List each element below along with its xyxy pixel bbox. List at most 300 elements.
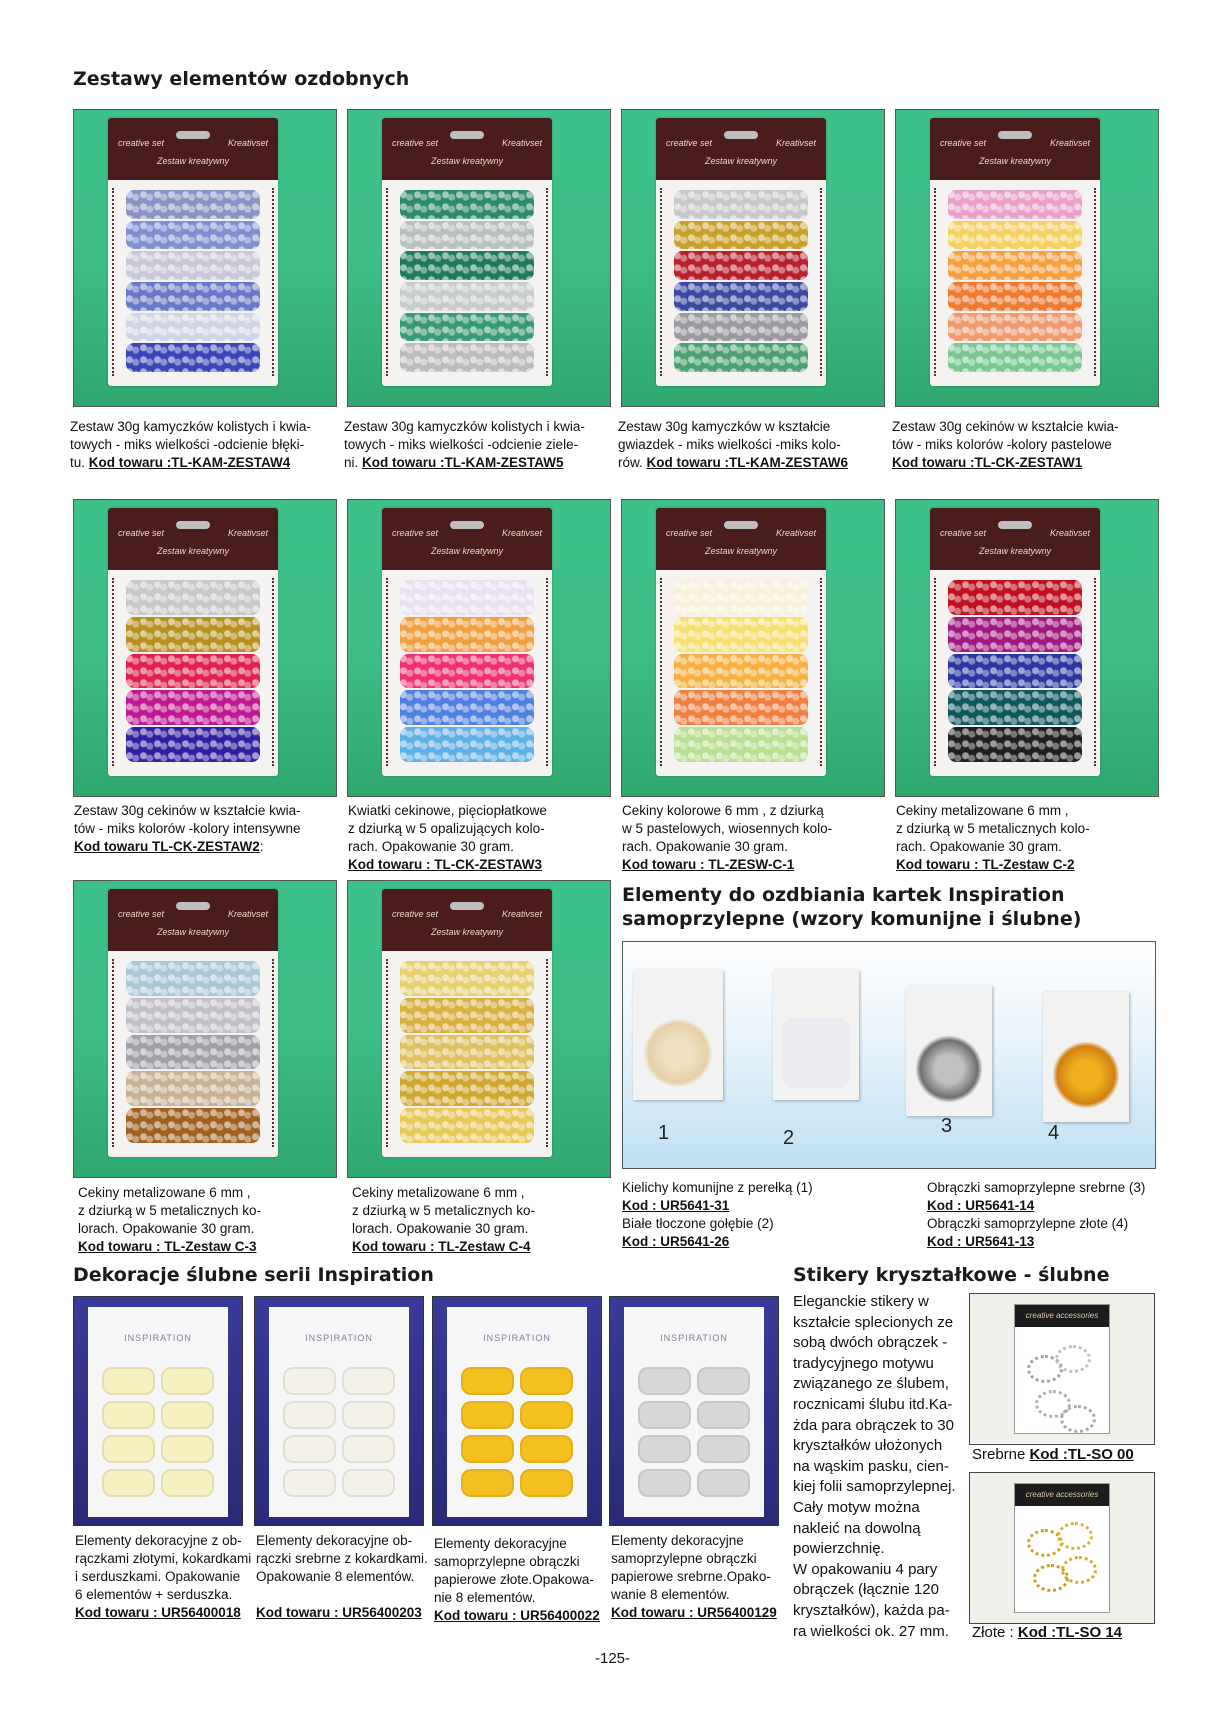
desc-line: Cekiny metalizowane 6 mm , bbox=[78, 1185, 251, 1200]
bag-brand-left: creative set bbox=[118, 138, 165, 148]
package-brand: INSPIRATION bbox=[305, 1333, 373, 1343]
bag-header bbox=[382, 889, 552, 951]
decoration-element bbox=[520, 1401, 573, 1429]
decoration-desc-4 bbox=[611, 1532, 777, 1622]
product-code: Kod towaru :TL-KAM-ZESTAW5 bbox=[362, 455, 564, 470]
bag-brand-left: creative set bbox=[118, 909, 165, 919]
product-code: Kod towaru TL-CK-ZESTAW2 bbox=[74, 839, 260, 854]
sequin-stripes bbox=[126, 190, 260, 372]
section-title-inspiration-1: Elementy do ozdbiania kartek Inspiration bbox=[622, 884, 1065, 906]
desc-line: Cekiny metalizowane 6 mm , bbox=[352, 1185, 525, 1200]
sticker-card-label: creative accessories bbox=[1015, 1484, 1109, 1506]
sequin-stripe bbox=[126, 727, 260, 762]
sequin-stripe bbox=[674, 617, 808, 652]
bag-subtitle: Zestaw kreatywny bbox=[978, 546, 1052, 556]
sequin-stripes bbox=[400, 961, 534, 1143]
sequin-stripe bbox=[126, 1035, 260, 1070]
decoration-element bbox=[461, 1469, 514, 1497]
decoration-element bbox=[342, 1469, 395, 1497]
vine-ornament bbox=[532, 188, 548, 376]
bag-brand-left: creative set bbox=[392, 138, 439, 148]
product-tile-row2-2 bbox=[347, 499, 611, 797]
vine-ornament bbox=[1080, 578, 1096, 766]
decoration-element bbox=[697, 1367, 750, 1395]
bag-brand-right: Kreativset bbox=[227, 138, 268, 148]
decoration-element bbox=[102, 1435, 155, 1463]
sequin-stripe bbox=[126, 961, 260, 996]
sequin-stripe bbox=[948, 221, 1082, 250]
desc-line: rączkami złotymi, kokardkami bbox=[75, 1551, 252, 1566]
sticker-gold-code: Kod :TL-SO 14 bbox=[1017, 1624, 1123, 1641]
decoration-element bbox=[283, 1469, 336, 1497]
sequin-stripe bbox=[948, 251, 1082, 280]
product-code: Kod towaru : UR56400022 bbox=[434, 1608, 600, 1623]
sequin-stripe bbox=[674, 690, 808, 725]
desc-line: kryształków ułożonych bbox=[793, 1437, 943, 1455]
bag-header bbox=[656, 508, 826, 570]
package-brand: INSPIRATION bbox=[124, 1333, 192, 1343]
sticker-gold-image bbox=[969, 1472, 1155, 1624]
desc-line: obrączek (łącznie 120 bbox=[793, 1581, 939, 1599]
desc-line: tradycyjnego motywu bbox=[793, 1354, 934, 1372]
product-code: Kod : UR5641-31 bbox=[622, 1198, 730, 1213]
sequin-stripe bbox=[126, 251, 260, 280]
sequin-stripe bbox=[126, 343, 260, 372]
bag-subtitle: Zestaw kreatywny bbox=[430, 546, 504, 556]
decoration-element bbox=[342, 1401, 395, 1429]
sequin-stripes bbox=[674, 190, 808, 372]
package-card bbox=[447, 1307, 587, 1517]
bag-brand-left: creative set bbox=[666, 138, 713, 148]
desc-line: wanie 8 elementów. bbox=[611, 1587, 730, 1602]
inspiration-number-2: 2 bbox=[783, 1127, 795, 1149]
sequin-stripe bbox=[948, 617, 1082, 652]
page-number: -125- bbox=[594, 1650, 631, 1667]
sequin-stripe bbox=[948, 580, 1082, 615]
section-title-zestawy: Zestawy elementów ozdobnych bbox=[73, 68, 410, 90]
desc-line: Eleganckie stikery w bbox=[793, 1293, 929, 1310]
desc-line: Elementy dekoracyjne bbox=[434, 1536, 567, 1551]
section-title-dekoracje: Dekoracje ślubne serii Inspiration bbox=[73, 1264, 434, 1286]
desc-line: Obrączki samoprzylepne złote (4) bbox=[927, 1216, 1129, 1231]
vine-ornament bbox=[258, 188, 274, 376]
sequin-stripe bbox=[674, 221, 808, 250]
product-code: Kod towaru : UR56400203 bbox=[256, 1605, 422, 1620]
vine-ornament bbox=[532, 959, 548, 1147]
vine-ornament bbox=[258, 959, 274, 1147]
sequin-stripe bbox=[674, 251, 808, 280]
decoration-element bbox=[102, 1469, 155, 1497]
product-bag bbox=[656, 118, 826, 386]
bag-header bbox=[382, 508, 552, 570]
desc-line: rączki srebrne z kokardkami. bbox=[256, 1551, 428, 1566]
stikery-description bbox=[793, 1292, 963, 1642]
sequin-stripe bbox=[400, 313, 534, 342]
decoration-desc-1 bbox=[75, 1532, 251, 1622]
decoration-element bbox=[461, 1401, 514, 1429]
sequin-stripe bbox=[674, 282, 808, 311]
desc-line: Zestaw 30g kamyczków kolistych i kwia- bbox=[344, 419, 585, 434]
sequin-stripe bbox=[400, 580, 534, 615]
product-bag bbox=[656, 508, 826, 776]
sequin-stripe bbox=[948, 313, 1082, 342]
product-code: Kod towaru :TL-KAM-ZESTAW4 bbox=[88, 455, 291, 470]
sequin-stripe bbox=[126, 221, 260, 250]
decoration-element bbox=[161, 1435, 214, 1463]
product-bag bbox=[108, 889, 278, 1157]
desc-line: nakleić na dowolną bbox=[793, 1519, 921, 1537]
desc-line: W opakowaniu 4 pary bbox=[793, 1560, 938, 1578]
sequin-stripe bbox=[400, 654, 534, 689]
decoration-element bbox=[283, 1367, 336, 1395]
decoration-element bbox=[161, 1367, 214, 1395]
sequin-stripe bbox=[948, 190, 1082, 219]
decoration-element bbox=[283, 1435, 336, 1463]
bag-brand-right: Kreativset bbox=[1049, 528, 1090, 538]
desc-line: tów - miks kolorów -kolory pastelowe bbox=[892, 437, 1112, 452]
product-tile-row2-1 bbox=[73, 499, 337, 797]
sequin-stripe bbox=[400, 251, 534, 280]
desc-line: rach. Opakowanie 30 gram. bbox=[622, 839, 788, 854]
decoration-element bbox=[342, 1435, 395, 1463]
sequin-stripe bbox=[126, 690, 260, 725]
desc-line: Cały motyw można bbox=[793, 1498, 920, 1516]
desc-line: towych - miks wielkości -odcienie błęki- bbox=[70, 437, 305, 452]
decoration-package-4 bbox=[609, 1296, 779, 1526]
bag-subtitle: Zestaw kreatywny bbox=[430, 927, 504, 937]
desc-line: kryształków), każda pa- bbox=[793, 1601, 950, 1619]
sequin-stripe bbox=[674, 580, 808, 615]
inspiration-number-4: 4 bbox=[1048, 1122, 1060, 1144]
inspiration-number-1: 1 bbox=[658, 1122, 670, 1144]
product-bag bbox=[382, 889, 552, 1157]
product-tile-row3-1 bbox=[73, 880, 337, 1178]
sticker-card-label: creative accessories bbox=[1015, 1305, 1109, 1327]
inspiration-right-desc bbox=[927, 1179, 1145, 1251]
bag-brand-right: Kreativset bbox=[775, 528, 816, 538]
decoration-element bbox=[342, 1367, 395, 1395]
vine-ornament bbox=[806, 578, 822, 766]
sequin-stripe bbox=[948, 727, 1082, 762]
sequin-stripe bbox=[948, 654, 1082, 689]
desc-line: rach. Opakowanie 30 gram. bbox=[348, 839, 514, 854]
desc-line: 6 elementów + serduszka. bbox=[75, 1587, 233, 1602]
desc-line: rocznicami ślubu itd.Ka- bbox=[793, 1395, 953, 1413]
sticker-silver-image bbox=[969, 1293, 1155, 1445]
decoration-element bbox=[283, 1401, 336, 1429]
desc-line: kiej folii samoprzylepnej. bbox=[793, 1478, 956, 1496]
desc-line: lorach. Opakowanie 30 gram. bbox=[352, 1221, 529, 1236]
product-desc-row1-4 bbox=[892, 418, 1119, 472]
sequin-stripe bbox=[400, 727, 534, 762]
desc-line: gwiazdek - miks wielkości -miks kolo- bbox=[618, 437, 841, 452]
sequin-stripe bbox=[674, 654, 808, 689]
decoration-element bbox=[461, 1367, 514, 1395]
sequin-stripe bbox=[948, 282, 1082, 311]
desc-line: tu. bbox=[70, 455, 89, 470]
product-code: Kod towaru :TL-CK-ZESTAW1 bbox=[892, 455, 1083, 470]
sequin-stripe bbox=[126, 313, 260, 342]
decoration-element bbox=[638, 1435, 691, 1463]
sequin-stripe bbox=[126, 1071, 260, 1106]
desc-line: powierzchnię. bbox=[793, 1540, 885, 1558]
decoration-element bbox=[638, 1367, 691, 1395]
decoration-element bbox=[520, 1469, 573, 1497]
bag-header bbox=[382, 118, 552, 180]
decoration-element bbox=[161, 1469, 214, 1497]
desc-line: z dziurką w 5 metalicznych kolo- bbox=[896, 821, 1090, 836]
sticker-silver-label: Srebrne bbox=[972, 1446, 1030, 1463]
product-code: Kod towaru : UR56400129 bbox=[611, 1605, 777, 1620]
sequin-stripes bbox=[674, 580, 808, 762]
product-bag bbox=[382, 118, 552, 386]
vine-ornament bbox=[532, 578, 548, 766]
desc-line: Cekiny metalizowane 6 mm , bbox=[896, 803, 1069, 818]
decoration-element bbox=[520, 1367, 573, 1395]
sequin-stripe bbox=[948, 690, 1082, 725]
bag-subtitle: Zestaw kreatywny bbox=[978, 156, 1052, 166]
decoration-element bbox=[638, 1469, 691, 1497]
desc-line: Obrączki samoprzylepne srebrne (3) bbox=[927, 1180, 1146, 1195]
product-code: Kod towaru :TL-KAM-ZESTAW6 bbox=[646, 455, 848, 470]
product-obraczki-srebrne bbox=[906, 986, 992, 1116]
product-tile-row1-4 bbox=[895, 109, 1159, 407]
product-bag bbox=[930, 118, 1100, 386]
desc-line: z dziurką w 5 metalicznych ko- bbox=[78, 1203, 262, 1218]
section-title-inspiration-2: samoprzylepne (wzory komunijne i ślubne) bbox=[622, 908, 1082, 930]
bag-subtitle: Zestaw kreatywny bbox=[156, 546, 230, 556]
sequin-stripe bbox=[674, 343, 808, 372]
sequin-stripe bbox=[948, 343, 1082, 372]
product-bag bbox=[930, 508, 1100, 776]
desc-line: rów. bbox=[618, 455, 647, 470]
bag-brand-left: creative set bbox=[940, 138, 987, 148]
sequin-stripe bbox=[400, 221, 534, 250]
sequin-stripe bbox=[674, 313, 808, 342]
bag-brand-left: creative set bbox=[392, 909, 439, 919]
bag-brand-left: creative set bbox=[940, 528, 987, 538]
bag-header bbox=[930, 508, 1100, 570]
sequin-stripes bbox=[400, 580, 534, 762]
sequin-stripe bbox=[126, 998, 260, 1033]
product-tile-row2-3 bbox=[621, 499, 885, 797]
vine-ornament bbox=[1080, 188, 1096, 376]
package-grid bbox=[283, 1367, 395, 1497]
sequin-stripes bbox=[126, 961, 260, 1143]
desc-line: tów - miks kolorów -kolory intensywne bbox=[74, 821, 301, 836]
desc-line: Elementy dekoracyjne z ob- bbox=[75, 1533, 242, 1548]
desc-line: na wąskim pasku, cien- bbox=[793, 1457, 949, 1475]
vine-ornament bbox=[806, 188, 822, 376]
product-code: Kod : UR5641-26 bbox=[622, 1234, 730, 1249]
sticker-gold-label: Złote : bbox=[972, 1624, 1018, 1641]
product-code: Kod towaru : UR56400018 bbox=[75, 1605, 241, 1620]
sequin-stripe bbox=[126, 580, 260, 615]
desc-line: żda para obrączek to 30 bbox=[793, 1416, 954, 1434]
sequin-stripe bbox=[126, 190, 260, 219]
decoration-package-1 bbox=[73, 1296, 243, 1526]
decoration-element bbox=[697, 1435, 750, 1463]
product-tile-row1-2 bbox=[347, 109, 611, 407]
desc-line: Zestaw 30g kamyczków w kształcie bbox=[618, 419, 831, 434]
desc-line: rach. Opakowanie 30 gram. bbox=[896, 839, 1062, 854]
desc-line: nie 8 elementów. bbox=[434, 1590, 536, 1605]
bag-subtitle: Zestaw kreatywny bbox=[156, 156, 230, 166]
decoration-element bbox=[638, 1401, 691, 1429]
decoration-element bbox=[697, 1469, 750, 1497]
package-grid bbox=[638, 1367, 750, 1497]
sequin-stripe bbox=[400, 617, 534, 652]
bag-brand-right: Kreativset bbox=[227, 528, 268, 538]
desc-line: Kielichy komunijne z perełką (1) bbox=[622, 1180, 813, 1195]
product-bag bbox=[108, 508, 278, 776]
desc-line: Elementy dekoracyjne ob- bbox=[256, 1533, 413, 1548]
bag-subtitle: Zestaw kreatywny bbox=[156, 927, 230, 937]
sequin-stripe bbox=[126, 654, 260, 689]
desc-line: lorach. Opakowanie 30 gram. bbox=[78, 1221, 255, 1236]
bag-brand-left: creative set bbox=[392, 528, 439, 538]
product-code: Kod : UR5641-14 bbox=[927, 1198, 1035, 1213]
desc-line: i serduszkami. Opakowanie bbox=[75, 1569, 241, 1584]
bag-brand-right: Kreativset bbox=[227, 909, 268, 919]
sticker-silver-caption bbox=[972, 1446, 1134, 1464]
bag-subtitle: Zestaw kreatywny bbox=[430, 156, 504, 166]
bag-brand-right: Kreativset bbox=[501, 138, 542, 148]
product-desc-row1-1 bbox=[70, 418, 311, 472]
package-brand: INSPIRATION bbox=[483, 1333, 551, 1343]
product-tile-row3-2 bbox=[347, 880, 611, 1178]
product-desc-row2-2 bbox=[348, 802, 547, 874]
desc-line: w 5 pastelowych, wiosennych kolo- bbox=[622, 821, 833, 836]
decoration-element bbox=[461, 1435, 514, 1463]
decoration-desc-3 bbox=[434, 1535, 600, 1625]
desc-line: sobą dwóch obrączek - bbox=[793, 1334, 948, 1352]
bag-brand-right: Kreativset bbox=[501, 909, 542, 919]
decoration-desc-2 bbox=[256, 1532, 428, 1622]
package-grid bbox=[102, 1367, 214, 1497]
vine-ornament bbox=[258, 578, 274, 766]
sequin-stripe bbox=[674, 727, 808, 762]
sequin-stripe bbox=[400, 1108, 534, 1143]
decoration-element bbox=[161, 1401, 214, 1429]
bag-header bbox=[656, 118, 826, 180]
package-card bbox=[88, 1307, 228, 1517]
product-desc-row2-3 bbox=[622, 802, 832, 874]
section-title-stikery: Stikery kryształkowe - ślubne bbox=[793, 1264, 1110, 1286]
decoration-element bbox=[102, 1367, 155, 1395]
sequin-stripe bbox=[400, 961, 534, 996]
package-grid bbox=[461, 1367, 573, 1497]
desc-line: samoprzylepne obrączki bbox=[434, 1554, 580, 1569]
product-desc-row1-2 bbox=[344, 418, 585, 472]
bag-brand-right: Kreativset bbox=[501, 528, 542, 538]
bag-brand-left: creative set bbox=[666, 528, 713, 538]
sticker-gold-caption bbox=[972, 1624, 1122, 1642]
inspiration-number-3: 3 bbox=[941, 1115, 953, 1137]
desc-line: Kwiatki cekinowe, pięciopłatkowe bbox=[348, 803, 547, 818]
product-tile-row1-1 bbox=[73, 109, 337, 407]
desc-line: Białe tłoczone gołębie (2) bbox=[622, 1216, 774, 1231]
sequin-stripes bbox=[126, 580, 260, 762]
sequin-stripe bbox=[674, 190, 808, 219]
sequin-stripe bbox=[126, 617, 260, 652]
inspiration-products-image bbox=[622, 941, 1156, 1169]
sequin-stripes bbox=[948, 580, 1082, 762]
sequin-stripe bbox=[400, 343, 534, 372]
desc-line: Zestaw 30g kamyczków kolistych i kwia- bbox=[70, 419, 311, 434]
product-desc-row2-1 bbox=[74, 802, 301, 856]
bag-brand-right: Kreativset bbox=[1049, 138, 1090, 148]
desc-suffix: : bbox=[259, 839, 264, 854]
sequin-stripe bbox=[400, 690, 534, 725]
desc-line: Elementy dekoracyjne bbox=[611, 1533, 744, 1548]
product-tile-row2-4 bbox=[895, 499, 1159, 797]
product-tile-row1-3 bbox=[621, 109, 885, 407]
desc-line: towych - miks wielkości -odcienie ziele- bbox=[344, 437, 579, 452]
package-card bbox=[269, 1307, 409, 1517]
package-brand: INSPIRATION bbox=[660, 1333, 728, 1343]
sequin-stripe bbox=[400, 190, 534, 219]
product-golebie bbox=[773, 970, 859, 1100]
sequin-stripe bbox=[400, 1035, 534, 1070]
desc-line: Opakowanie 8 elementów. bbox=[256, 1569, 415, 1584]
desc-line: z dziurką w 5 metalicznych ko- bbox=[352, 1203, 536, 1218]
bag-brand-right: Kreativset bbox=[775, 138, 816, 148]
desc-line: kształcie splecionych ze bbox=[793, 1313, 954, 1331]
product-obraczki-zlote bbox=[1043, 992, 1129, 1122]
sequin-stripe bbox=[126, 1108, 260, 1143]
product-desc-row3-2 bbox=[352, 1184, 535, 1256]
sequin-stripe bbox=[400, 1071, 534, 1106]
bag-brand-left: creative set bbox=[118, 528, 165, 538]
product-kielichy bbox=[633, 970, 723, 1100]
product-code: Kod towaru : TL-Zestaw C-4 bbox=[352, 1239, 531, 1254]
desc-line: Zestaw 30g cekinów w kształcie kwia- bbox=[74, 803, 301, 818]
sequin-stripes bbox=[400, 190, 534, 372]
desc-line: ni. bbox=[344, 455, 363, 470]
product-code: Kod towaru : TL-Zestaw C-2 bbox=[896, 857, 1075, 872]
product-desc-row2-4 bbox=[896, 802, 1090, 874]
bag-header bbox=[108, 118, 278, 180]
sequin-stripe bbox=[400, 282, 534, 311]
product-code: Kod towaru : TL-ZESW-C-1 bbox=[622, 857, 795, 872]
desc-line: związanego ze ślubem, bbox=[793, 1375, 949, 1393]
spacer bbox=[256, 1586, 428, 1604]
desc-line: Cekiny kolorowe 6 mm , z dziurką bbox=[622, 803, 824, 818]
bag-subtitle: Zestaw kreatywny bbox=[704, 546, 778, 556]
decoration-element bbox=[102, 1401, 155, 1429]
desc-line: z dziurką w 5 opalizujących kolo- bbox=[348, 821, 545, 836]
sequin-stripes bbox=[948, 190, 1082, 372]
decoration-package-2 bbox=[254, 1296, 424, 1526]
bag-header bbox=[108, 889, 278, 951]
package-card bbox=[624, 1307, 764, 1517]
inspiration-left-desc bbox=[622, 1179, 813, 1251]
desc-line: ra wielkości ok. 27 mm. bbox=[793, 1622, 949, 1640]
decoration-package-3 bbox=[432, 1296, 602, 1526]
product-desc-row1-3 bbox=[618, 418, 848, 472]
decoration-element bbox=[520, 1435, 573, 1463]
sequin-stripe bbox=[126, 282, 260, 311]
product-code: Kod towaru : TL-Zestaw C-3 bbox=[78, 1239, 257, 1254]
desc-line: samoprzylepne obrączki bbox=[611, 1551, 757, 1566]
product-code: Kod towaru : TL-CK-ZESTAW3 bbox=[348, 857, 542, 872]
product-desc-row3-1 bbox=[78, 1184, 261, 1256]
product-bag bbox=[382, 508, 552, 776]
product-bag bbox=[108, 118, 278, 386]
product-code: Kod : UR5641-13 bbox=[927, 1234, 1035, 1249]
desc-line: Zestaw 30g cekinów w kształcie kwia- bbox=[892, 419, 1119, 434]
